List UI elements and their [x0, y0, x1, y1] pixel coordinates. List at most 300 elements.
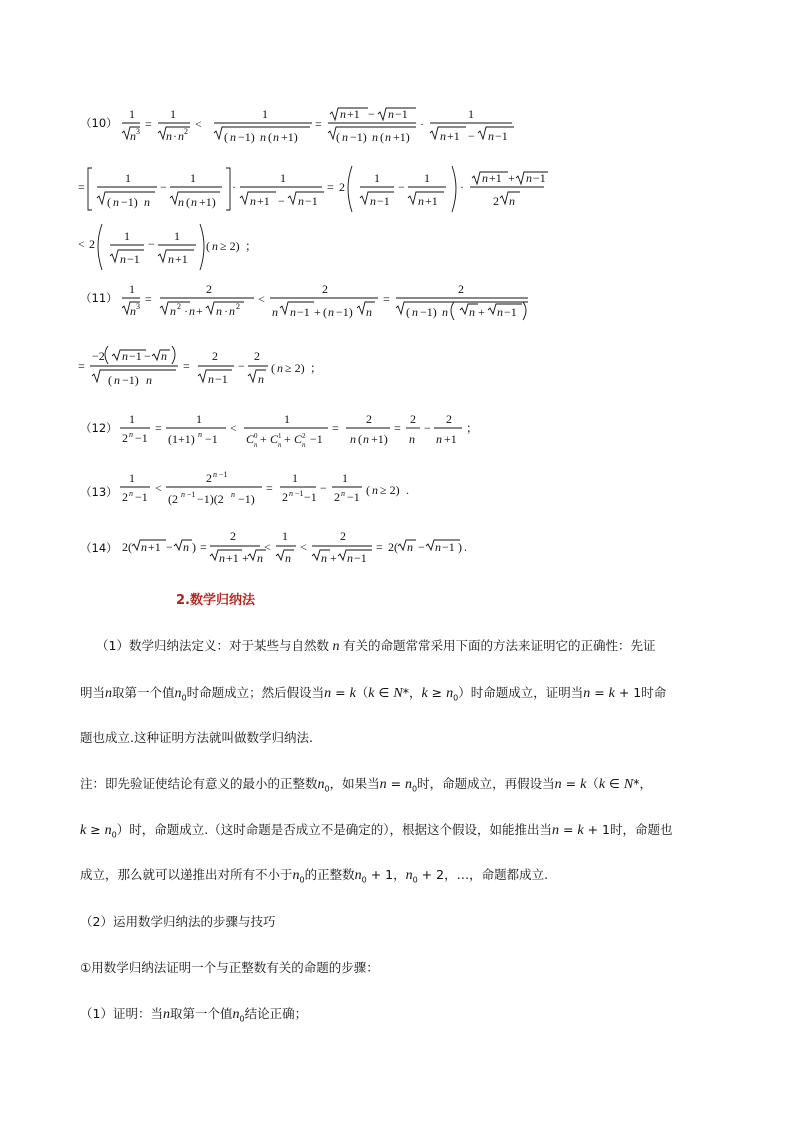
note-text: （: [586, 776, 599, 791]
steps-item-1: ①用数学归纳法证明一个与正整数有关的命题的步骤：: [80, 960, 379, 975]
formula-11-row-2: [78, 346, 322, 387]
svg-text:n: n: [277, 361, 283, 375]
svg-text:−1): −1): [238, 492, 255, 506]
svg-text:+1): +1): [199, 195, 216, 209]
svg-text:(: (: [206, 239, 210, 253]
svg-text:n: n: [230, 130, 236, 144]
svg-text:−1: −1: [533, 171, 546, 185]
svg-text:n: n: [178, 129, 184, 143]
svg-text:2: 2: [322, 282, 328, 296]
svg-text:<: <: [230, 421, 237, 435]
steps-text: （1）证明：当: [80, 1006, 163, 1021]
svg-text:n: n: [219, 551, 225, 565]
svg-text:n: n: [509, 194, 515, 208]
note-text: ，如果当: [329, 776, 380, 791]
svg-text:1: 1: [262, 107, 268, 121]
svg-text:−1: −1: [310, 432, 323, 446]
svg-text:n: n: [440, 129, 446, 143]
svg-text:n: n: [436, 432, 442, 446]
svg-text:n: n: [161, 349, 167, 363]
svg-text:2: 2: [340, 529, 346, 543]
svg-text:·: ·: [184, 304, 188, 318]
definition-text: （: [355, 685, 369, 700]
svg-text:=: =: [183, 359, 190, 373]
svg-text:n: n: [113, 195, 119, 209]
svg-text:−1): −1): [420, 305, 437, 319]
svg-text:(: (: [366, 483, 370, 497]
svg-text:1: 1: [125, 171, 131, 185]
svg-text:2: 2: [177, 302, 181, 311]
svg-text:<: <: [264, 540, 271, 554]
note-text: 成立，那么就可以递推出对所有不小于: [80, 867, 293, 882]
svg-text:2: 2: [334, 490, 340, 504]
svg-text:=: =: [376, 540, 383, 554]
svg-text:；: ；: [466, 421, 479, 435]
svg-text:.: .: [406, 483, 409, 497]
svg-text:+: +: [260, 432, 267, 446]
note-text: 注：即先验证使结论有意义的最小的正整数: [80, 776, 318, 791]
svg-text:n: n: [442, 305, 448, 319]
svg-text:n: n: [191, 195, 197, 209]
svg-text:2: 2: [230, 529, 236, 543]
svg-text:；: ；: [310, 361, 323, 375]
svg-text:2(: 2(: [122, 540, 132, 554]
svg-text:n: n: [435, 540, 441, 554]
svg-text:2: 2: [122, 490, 128, 504]
svg-text:n: n: [385, 130, 391, 144]
svg-text:C: C: [270, 432, 279, 446]
math-n-eq-k: n: [324, 686, 332, 701]
svg-text:2(: 2(: [388, 540, 398, 554]
math-n0: n: [317, 777, 325, 792]
svg-text:2: 2: [236, 302, 240, 311]
svg-text:−1): −1): [336, 305, 353, 319]
svg-text:−: −: [320, 481, 327, 495]
svg-text:n: n: [290, 305, 296, 319]
svg-text:2: 2: [212, 349, 218, 363]
svg-text:−1: −1: [295, 489, 304, 498]
svg-text:n: n: [278, 441, 282, 449]
svg-text:n: n: [208, 372, 214, 386]
svg-text:n: n: [342, 130, 348, 144]
svg-text:1: 1: [280, 171, 286, 185]
svg-text:+: +: [314, 305, 321, 319]
svg-text:(: (: [406, 305, 410, 319]
svg-text:·: ·: [460, 180, 464, 194]
definition-line-3: [80, 728, 313, 746]
svg-text:=: =: [327, 180, 334, 194]
math-k-in-n: k: [368, 686, 375, 701]
svg-text:·: ·: [224, 304, 228, 318]
svg-text:<: <: [195, 117, 202, 131]
svg-text:n: n: [469, 305, 475, 319]
svg-text:+: +: [196, 304, 203, 318]
svg-text:+: +: [478, 305, 485, 319]
svg-text:−1: −1: [347, 490, 360, 504]
note-text: 时，命题成立，再假设当: [417, 776, 555, 791]
svg-text:1: 1: [284, 412, 290, 426]
svg-text:n: n: [412, 305, 418, 319]
svg-text:−1: −1: [354, 551, 367, 565]
svg-text:+: +: [330, 551, 337, 565]
svg-text:n: n: [363, 432, 369, 446]
svg-text:n: n: [250, 194, 256, 208]
svg-text:−1: −1: [297, 305, 310, 319]
svg-text:): ): [458, 540, 462, 554]
svg-text:2: 2: [254, 349, 260, 363]
formula-12: [120, 412, 478, 449]
svg-text:n: n: [231, 490, 235, 499]
math-n: n: [105, 686, 113, 701]
formula-12-label: （12）: [80, 421, 118, 435]
note-line-1: 注：即先验证使结论有意义的最小的正整数$n_0$，如果当$n = n_0$时，命题成立，再假设当n = k（k ∈ N*，: [80, 776, 652, 794]
svg-text:+1: +1: [148, 540, 161, 554]
note-text: ，: [393, 867, 406, 882]
svg-text:n: n: [350, 432, 356, 446]
svg-text:2: 2: [366, 412, 372, 426]
svg-text:1: 1: [282, 529, 288, 543]
note-text: 时，命题也: [609, 822, 673, 837]
svg-text:n: n: [146, 373, 152, 387]
svg-text:n: n: [366, 305, 372, 319]
svg-text:；: ；: [245, 239, 258, 253]
svg-text:<: <: [155, 481, 162, 495]
svg-text:n: n: [212, 239, 218, 253]
svg-text:n: n: [166, 129, 172, 143]
svg-text:1: 1: [174, 229, 180, 243]
svg-text:C: C: [246, 432, 255, 446]
svg-text:n: n: [198, 430, 202, 439]
math-n-eq-k: n: [554, 777, 562, 792]
note-line-2: $k \ge n_0$）时，命题成立.（这时命题是否成立不是确定的），根据这个假设，如能推出当n = k + 1时，命题也: [80, 822, 673, 840]
svg-text:+1): +1): [281, 130, 298, 144]
svg-text:−1: −1: [495, 129, 508, 143]
math-n-eq-n0: n: [379, 777, 387, 792]
svg-text:=: =: [332, 421, 339, 435]
svg-text:<: <: [300, 540, 307, 554]
formula-13-label: （13）: [80, 485, 118, 499]
svg-text:−2: −2: [92, 349, 105, 363]
definition-text: ，: [408, 685, 422, 700]
definition-text: 有关的命题常常采用下面的方法来证明它的正确性：先证: [342, 638, 656, 653]
definition-text: 时命: [641, 685, 667, 700]
math-k-ge-n0: k: [421, 686, 428, 701]
svg-text:·: ·: [173, 129, 177, 143]
svg-text:1: 1: [190, 171, 196, 185]
svg-text:=: =: [78, 180, 85, 194]
svg-text:−: −: [144, 349, 151, 363]
svg-text:−1: −1: [135, 490, 148, 504]
svg-text:+1: +1: [257, 194, 270, 208]
svg-text:n: n: [482, 171, 488, 185]
svg-text:+: +: [242, 551, 249, 565]
steps-item-2: （1）证明：当n取第一个值$n_0$结论正确；: [80, 1006, 308, 1024]
svg-text:(: (: [268, 130, 272, 144]
svg-text:−1: −1: [395, 107, 408, 121]
svg-text:1: 1: [292, 471, 298, 485]
svg-text:(: (: [224, 130, 228, 144]
svg-text:n: n: [216, 304, 222, 318]
math-n-eq-k1: n: [551, 823, 559, 838]
svg-text:n: n: [302, 441, 306, 449]
svg-text:0: 0: [254, 432, 258, 440]
svg-text:−1)(2: −1)(2: [197, 492, 224, 506]
svg-text:+1: +1: [347, 107, 360, 121]
svg-text:n: n: [340, 107, 346, 121]
svg-text:−1): −1): [238, 130, 255, 144]
svg-text:−: −: [398, 180, 405, 194]
svg-text:(: (: [186, 195, 190, 209]
math-n0-plus-2: n: [405, 868, 413, 883]
svg-text:n: n: [370, 194, 376, 208]
svg-text:=: =: [200, 540, 207, 554]
svg-text:2: 2: [493, 194, 499, 208]
svg-text:(2: (2: [168, 492, 178, 506]
svg-text:≥ 2): ≥ 2): [220, 239, 240, 253]
svg-text:(: (: [107, 195, 111, 209]
formula-10-row-3: [78, 224, 257, 270]
svg-text:=: =: [266, 481, 273, 495]
svg-text:2: 2: [89, 237, 95, 251]
svg-text:−1): −1): [121, 195, 138, 209]
svg-text:1: 1: [129, 412, 135, 426]
svg-text:n: n: [141, 540, 147, 554]
note-text: ，: [639, 776, 652, 791]
svg-text:(: (: [358, 432, 362, 446]
svg-text:n: n: [526, 171, 532, 185]
svg-text:n: n: [328, 305, 334, 319]
svg-text:+1: +1: [447, 129, 460, 143]
svg-text:−: −: [278, 194, 285, 208]
svg-text:C: C: [294, 432, 303, 446]
svg-text:n: n: [488, 129, 494, 143]
formula-14-label: （14）: [80, 541, 118, 555]
note-text: ，…，命题都成立.: [444, 867, 549, 882]
svg-text:n: n: [122, 349, 128, 363]
svg-text:2: 2: [206, 471, 212, 485]
svg-text:n: n: [273, 130, 279, 144]
svg-text:−1: −1: [219, 470, 228, 479]
svg-text:n: n: [258, 372, 264, 386]
svg-text:1: 1: [124, 229, 130, 243]
svg-text:−: −: [160, 180, 167, 194]
math-n0: n: [174, 686, 182, 701]
svg-text:−: −: [238, 359, 245, 373]
svg-text:(: (: [336, 130, 340, 144]
svg-text:n: n: [257, 551, 263, 565]
svg-text:n: n: [129, 430, 133, 439]
svg-text:n: n: [168, 252, 174, 266]
svg-text:−1: −1: [504, 305, 517, 319]
formula-11-label: （11）: [80, 291, 118, 305]
math-n: n: [162, 1007, 170, 1022]
svg-text:n: n: [407, 540, 413, 554]
svg-text:1: 1: [129, 282, 135, 296]
math-n0: n: [292, 868, 300, 883]
svg-text:=: =: [383, 292, 390, 306]
note-line-3: 成立，那么就可以递推出对所有不小于$n_0$的正整数$n_0 + 1$，$n_0 + 2$，…，命题都成立.: [80, 867, 549, 885]
svg-text:−1: −1: [215, 372, 228, 386]
svg-text:≥ 2): ≥ 2): [285, 361, 305, 375]
svg-text:=: =: [315, 117, 322, 131]
svg-text:3: 3: [136, 127, 140, 136]
definition-text: 题也成立.这种证明方法就叫做数学归纳法.: [80, 730, 313, 745]
svg-text:n: n: [181, 490, 185, 499]
svg-text:(: (: [271, 361, 275, 375]
svg-text:+1: +1: [226, 551, 239, 565]
svg-text:n: n: [189, 304, 195, 318]
svg-text:+: +: [508, 171, 515, 185]
svg-text:·: ·: [232, 180, 236, 194]
math-k-ge-n0: k: [80, 823, 87, 838]
svg-text:1: 1: [170, 107, 176, 121]
svg-text:·: ·: [420, 117, 424, 131]
svg-text:2: 2: [446, 412, 452, 426]
svg-text:n: n: [418, 194, 424, 208]
svg-text:2: 2: [282, 490, 288, 504]
svg-text:+1: +1: [444, 432, 457, 446]
svg-text:+: +: [284, 432, 291, 446]
svg-text:n: n: [298, 194, 304, 208]
svg-text:=: =: [78, 359, 85, 373]
math-n0: n: [232, 1007, 240, 1022]
svg-text:(: (: [323, 305, 327, 319]
svg-text:1: 1: [468, 107, 474, 121]
svg-text:n: n: [409, 432, 415, 446]
svg-text:−1: −1: [135, 431, 148, 445]
definition-text: 明当: [80, 685, 106, 700]
steps-text: 取第一个值: [169, 1006, 233, 1021]
svg-text:.: .: [464, 540, 467, 554]
svg-text:−: −: [468, 129, 475, 143]
svg-text:+1: +1: [425, 194, 438, 208]
svg-text:−1: −1: [442, 540, 455, 554]
svg-text:=: =: [394, 421, 401, 435]
svg-text:n: n: [144, 195, 150, 209]
svg-text:n: n: [130, 129, 136, 143]
math-n0-plus-1: n: [354, 868, 362, 883]
svg-text:n: n: [497, 305, 503, 319]
svg-text:n: n: [129, 489, 133, 498]
svg-text:n: n: [213, 470, 217, 479]
svg-text:+1: +1: [489, 171, 502, 185]
svg-text:2: 2: [206, 282, 212, 296]
note-text: 的正整数: [304, 867, 355, 882]
svg-text:2: 2: [184, 127, 188, 136]
svg-text:n: n: [347, 551, 353, 565]
formula-10-row-2: [78, 166, 548, 212]
svg-text:=: =: [145, 292, 152, 306]
svg-text:3: 3: [136, 302, 140, 311]
steps-title: （2）运用数学归纳法的步骤与技巧: [80, 914, 276, 929]
definition-line-1: [96, 636, 655, 655]
svg-text:2: 2: [458, 282, 464, 296]
svg-text:<: <: [78, 237, 85, 251]
svg-text:2: 2: [339, 180, 345, 194]
svg-text:(: (: [380, 130, 384, 144]
math-n: n: [328, 639, 343, 654]
svg-text:n: n: [341, 489, 345, 498]
svg-text:1: 1: [424, 171, 430, 185]
svg-text:n: n: [289, 489, 293, 498]
svg-text:n: n: [254, 441, 258, 449]
formula-10-label: （10）: [80, 116, 118, 130]
svg-text:−1: −1: [305, 194, 318, 208]
svg-text:n: n: [229, 304, 235, 318]
svg-text:−: −: [368, 107, 375, 121]
math-k-in-n: k: [598, 777, 606, 792]
svg-text:n: n: [120, 252, 126, 266]
svg-text:1: 1: [374, 171, 380, 185]
math-n-eq-k1: n: [583, 686, 591, 701]
svg-text:−: −: [166, 540, 173, 554]
svg-text:(: (: [108, 373, 112, 387]
svg-text:n: n: [285, 551, 291, 565]
svg-text:−1: −1: [377, 194, 390, 208]
svg-text:−1: −1: [129, 349, 142, 363]
svg-text:n: n: [372, 130, 378, 144]
formula-10-row-1: [122, 107, 514, 144]
svg-text:(1+1): (1+1): [168, 432, 195, 446]
svg-text:n: n: [272, 305, 278, 319]
svg-text:+1): +1): [393, 130, 410, 144]
section-heading: 2.数学归纳法: [176, 593, 255, 608]
svg-text:<: <: [258, 292, 265, 306]
svg-text:=: =: [155, 421, 162, 435]
svg-text:−: −: [418, 540, 425, 554]
svg-text:−: −: [148, 237, 155, 251]
svg-text:2: 2: [122, 431, 128, 445]
note-text: ）时，命题成立.（这时命题是否成立不是确定的），根据这个假设，如能推出当: [116, 822, 552, 837]
svg-text:1: 1: [342, 471, 348, 485]
svg-text:2: 2: [302, 432, 306, 440]
definition-text: 取第一个值: [112, 685, 175, 700]
svg-text:+1): +1): [371, 432, 388, 446]
svg-text:n: n: [372, 483, 378, 497]
svg-text:=: =: [145, 117, 152, 131]
svg-text:2: 2: [410, 412, 416, 426]
svg-text:n: n: [114, 373, 120, 387]
definition-text: 时命题成立；然后假设当: [186, 685, 325, 700]
svg-text:≥ 2): ≥ 2): [380, 483, 400, 497]
svg-text:n: n: [260, 130, 266, 144]
definition-line-2: 明当n取第一个值$n_0$时命题成立；然后假设当n = k（k ∈ N*，$k \ge n_0$）时命题成立，证明当n = k + 1时命: [80, 685, 667, 703]
svg-text:−1: −1: [304, 490, 317, 504]
svg-text:−1): −1): [350, 130, 367, 144]
svg-text:+1: +1: [175, 252, 188, 266]
svg-text:−1: −1: [205, 432, 218, 446]
svg-text:n: n: [130, 304, 136, 318]
formula-14: [122, 529, 467, 565]
svg-text:−1): −1): [122, 373, 139, 387]
svg-text:n: n: [321, 551, 327, 565]
svg-text:n: n: [178, 195, 184, 209]
svg-text:n: n: [183, 540, 189, 554]
steps-text: 结论正确；: [244, 1006, 308, 1021]
formula-11-row-1: [122, 282, 528, 320]
formula-13: [120, 470, 409, 506]
svg-text:−: −: [424, 421, 431, 435]
svg-text:n: n: [170, 304, 176, 318]
svg-text:): ): [192, 540, 196, 554]
svg-text:−1: −1: [127, 252, 140, 266]
definition-text: ）时命题成立，证明当: [458, 685, 584, 700]
definition-text: （1）数学归纳法定义：对于某些与自然数: [96, 638, 329, 653]
svg-text:n: n: [388, 107, 394, 121]
svg-text:−1: −1: [187, 490, 196, 499]
svg-text:1: 1: [278, 432, 282, 440]
svg-text:1: 1: [129, 107, 135, 121]
